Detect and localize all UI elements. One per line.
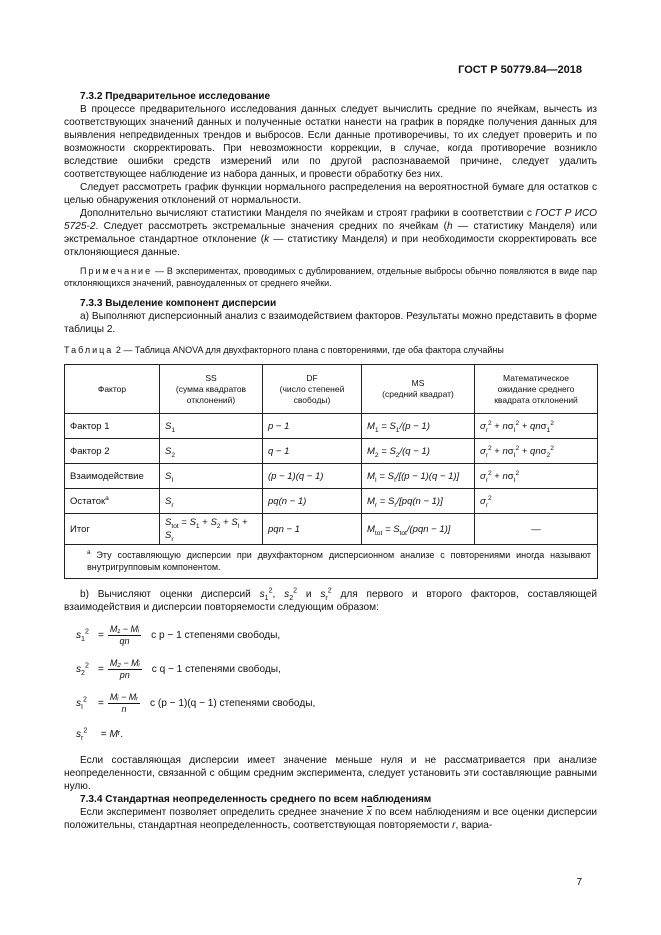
cell-ms: $M_1 = S_1/(p - 1)$ xyxy=(362,414,475,439)
table-footnote: $^a$ Эту составляющую дисперсии при двухфакторном дисперсионном анализе с повторениями иногда называют внутригрупповым компонентом. xyxy=(65,545,598,579)
cell-expectation: $\sigma_r^2$ xyxy=(475,489,598,514)
section-heading-7-3-2: 7.3.2 Предварительное исследование xyxy=(80,91,271,102)
table-row xyxy=(65,414,598,439)
table-header-row xyxy=(65,365,598,414)
cell-df: pqn − 1 xyxy=(263,514,362,545)
formula-si: $s_I^2$ = $\frac{\text{Mᵢ − Mᵣ}}{n}$ с (p − 1)(q − 1) степенями свободы, xyxy=(76,691,316,714)
cell-factor: Остаток$^a$ xyxy=(65,489,160,514)
column-header: SS (сумма квадратов отклонений) xyxy=(160,365,263,414)
column-header: MS (средний квадрат) xyxy=(362,365,475,414)
section-heading-7-3-3: 7.3.3 Выделение компонент дисперсии xyxy=(80,298,277,309)
cell-ss: $S_{tot} = S_1 + S_2 + S_I + S_r$ xyxy=(160,514,263,545)
cell-ms: $M_I = S_I/[(p - 1)(q - 1)]$ xyxy=(362,464,475,489)
paragraph: Если составляющая дисперсии имеет значение меньше нуля и не рассматривается при анализе неопределенности, связанной с общим средним эксперимента, следует установить эти составляющие равными нулю. xyxy=(64,755,597,792)
cell-df: q − 1 xyxy=(263,439,362,464)
cell-ss: $S_I$ xyxy=(160,464,263,489)
paragraph: Если эксперимент позволяет определить среднее значение $\overline{x}$ по всем наблюдениям и все оценки дисперсии положительны, стандартная неопределенность, соответствующая повторяемости r, вариа- xyxy=(64,807,597,831)
cell-factor: Фактор 2 xyxy=(65,439,160,464)
section-heading-7-3-4: 7.3.4 Стандартная неопределенность среднего по всем наблюдениям xyxy=(80,794,432,805)
cell-expectation: $\sigma_r^2 + n\sigma_I^2$ xyxy=(475,464,598,489)
cell-factor: Взаимодействие xyxy=(65,464,160,489)
cell-df: pq(n − 1) xyxy=(263,489,362,514)
table-row xyxy=(65,514,598,545)
anova-table xyxy=(64,364,598,579)
cell-expectation: $\sigma_r^2 + n\sigma_I^2 + qn\sigma_1^2$ xyxy=(475,414,598,439)
cell-factor: Итог xyxy=(65,514,160,545)
formula-s1: $s_1^2$ = $\frac{\text{M₁ − Mᵢ}}{qn}$ с p − 1 степенями свободы, xyxy=(76,623,281,646)
column-header: Фактор xyxy=(65,365,160,414)
cell-factor: Фактор 1 xyxy=(65,414,160,439)
paragraph: В процессе предварительного исследования данных следует вычислить средние по ячейкам, вычесть из соответствующих значений данных и полученные остатки нанести на график в порядке получения данных для выявления непредвиденных трендов и выбросов. Если данные противоречивы, то их следует проверить и по возможности скорректировать. При невозможности коррекции, в случае, когда противоречие возникло вследствие ошибки средств измерений или по другой распознаваемой причине, следует удалить соответствующее наблюдение из набора данных, и провести обработку без них. xyxy=(64,104,597,180)
page-number: 7 xyxy=(576,877,582,888)
cell-df: p − 1 xyxy=(263,414,362,439)
cell-ms: $M_r = S_r/[pq(n - 1)]$ xyxy=(362,489,475,514)
table-row xyxy=(65,464,598,489)
column-header: DF (число степеней свободы) xyxy=(263,365,362,414)
note: Примечание — В экспериментах, проводимых с дублированием, отдельные выбросы обычно появляются в виде пар отклоняющихся значений, равноудаленных от среднего ячейки. xyxy=(64,266,597,288)
paragraph: Дополнительно вычисляют статистики Манделя по ячейкам и строят графики в соответствии с ГОСТ Р ИСО 5725-2. Следует рассмотреть экстремальные значения средних по ячейкам (h — статистику Манделя) или экстремальное стандартное отклонение (k — статистику Манделя) и при необходимости скорректировать все отклоняющиеся данные. xyxy=(64,208,598,258)
table-footnote-row xyxy=(65,545,598,579)
column-header: Математическое ожидание среднего квадрата отклонений xyxy=(475,365,598,414)
variance-formulas xyxy=(76,618,597,748)
cell-ss: $S_2$ xyxy=(160,439,263,464)
paragraph: а) Выполняют дисперсионный анализ с взаимодействием факторов. Результаты можно представить в форме таблицы 2. xyxy=(64,311,597,335)
cell-ss: $S_1$ xyxy=(160,414,263,439)
document-header: ГОСТ Р 50779.84—2018 xyxy=(458,64,582,76)
table-caption: Таблица 2 — Таблица ANOVA для двухфакторного плана с повторениями, где оба фактора случайны xyxy=(64,345,504,355)
page-content xyxy=(64,90,597,832)
cell-ms: $M_2 = S_2/(q - 1)$ xyxy=(362,439,475,464)
formula-s2: $s_2^2$ = $\frac{\text{M₂ − Mᵢ}}{pn}$ с q − 1 степенями свободы, xyxy=(76,657,281,680)
table-row xyxy=(65,439,598,464)
paragraph: Следует рассмотреть график функции нормального распределения на вероятностной бумаге для остатков с целью обнаружения отклонений от нормальности. xyxy=(64,182,597,206)
cell-expectation: $\sigma_r^2 + n\sigma_I^2 + qn\sigma_2^2$ xyxy=(475,439,598,464)
cell-ms: $M_{tot} = S_{tot}/(pqn - 1)$] xyxy=(362,514,475,545)
cell-expectation: — xyxy=(475,514,598,545)
formula-sr: $s_r^2$ = M r . xyxy=(76,727,124,742)
cell-df: (p − 1)(q − 1) xyxy=(263,464,362,489)
table-row xyxy=(65,489,598,514)
cell-ss: $S_r$ xyxy=(160,489,263,514)
paragraph: b) Вычисляют оценки дисперсий $s_1^2$, $s_2^2$ и $s_r^2$ для первого и второго факторов, составляющей взаимодействия и дисперсии повторяемости следующим образом: xyxy=(64,587,598,613)
standard-reference: ГОСТ Р ИСО 5725-2 xyxy=(64,208,598,232)
